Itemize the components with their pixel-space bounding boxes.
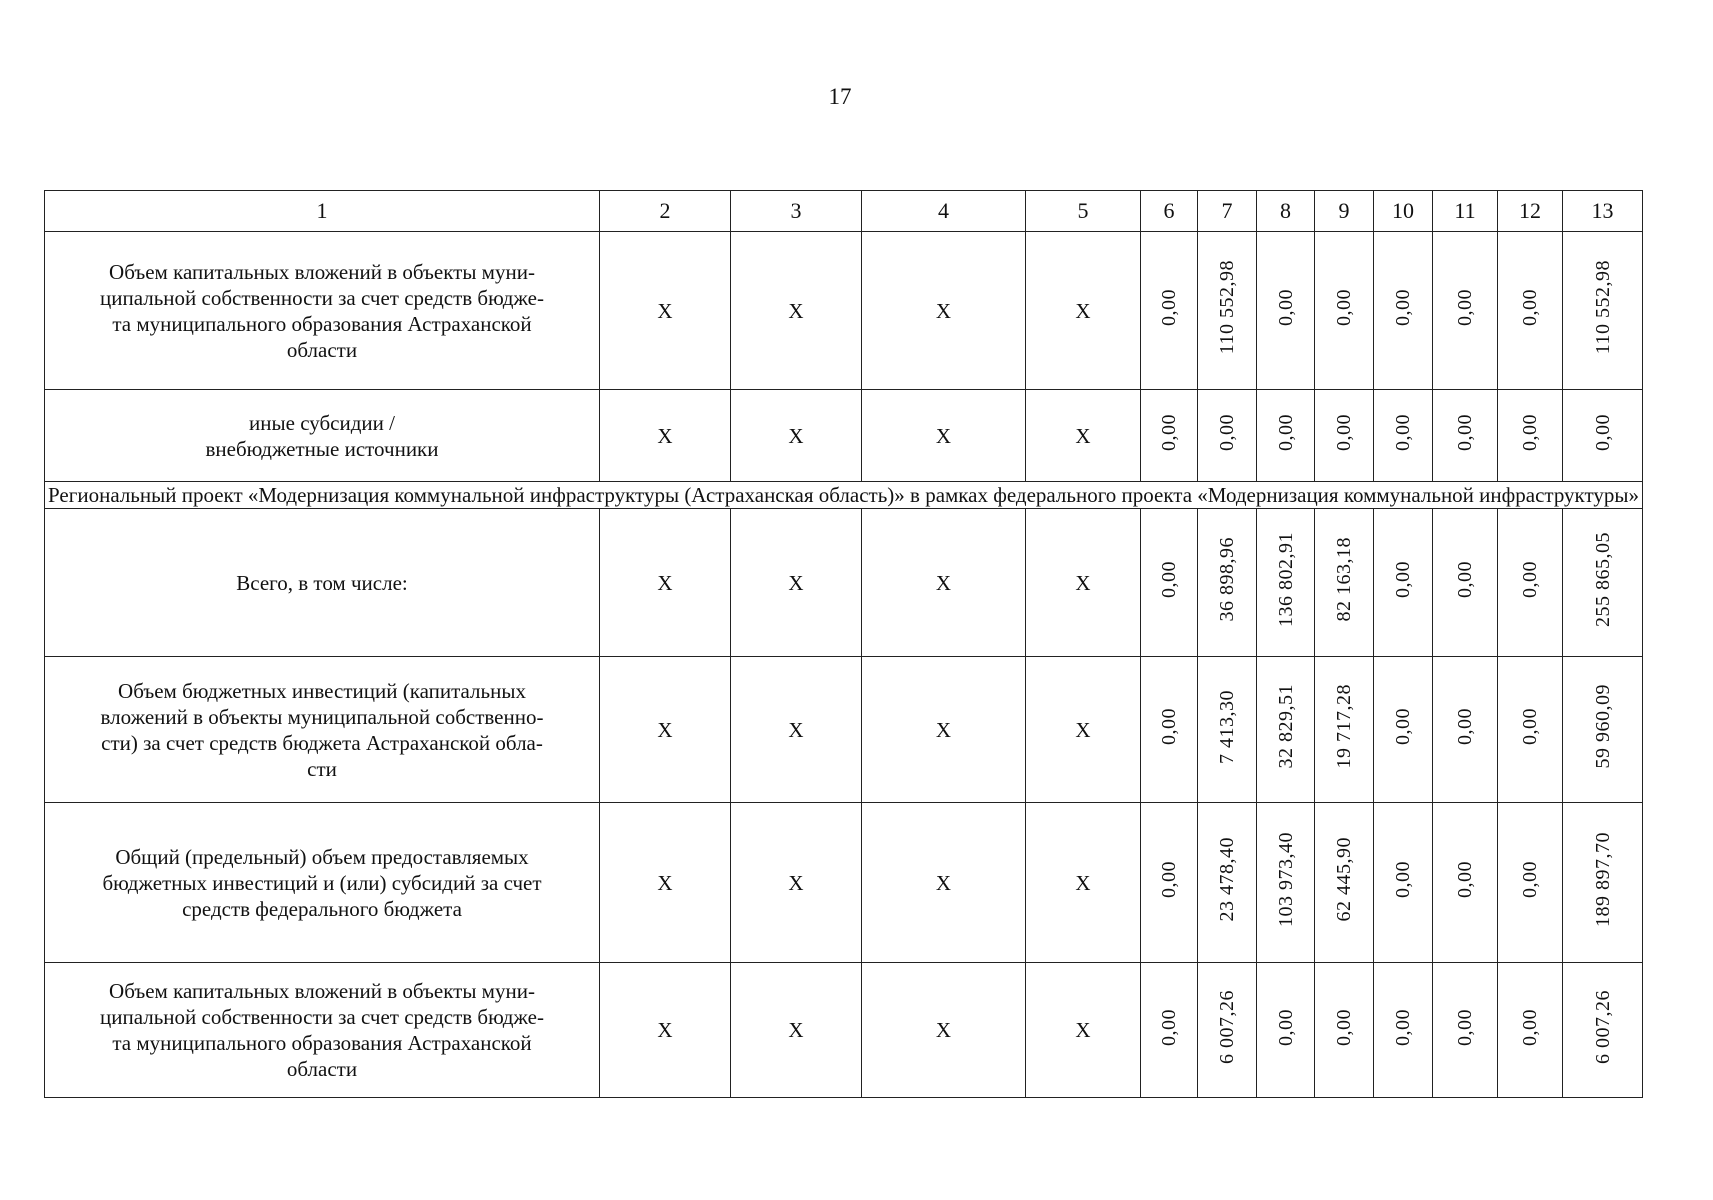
x-mark: Х — [862, 509, 1026, 657]
value-cell — [1433, 509, 1498, 657]
x-mark: Х — [731, 657, 862, 803]
value-cell — [1563, 390, 1643, 482]
x-mark: Х — [731, 803, 862, 963]
value-text: 0,00 — [1454, 861, 1476, 898]
x-mark: Х — [731, 390, 862, 482]
value-cell — [1498, 509, 1563, 657]
value-text: 0,00 — [1158, 861, 1180, 898]
column-header: 6 — [1141, 191, 1198, 232]
value-cell — [1198, 232, 1257, 390]
value-text: 0,00 — [1158, 561, 1180, 598]
value-text: 0,00 — [1392, 561, 1414, 598]
value-text: 59 960,09 — [1591, 684, 1614, 769]
value-cell — [1257, 963, 1315, 1098]
x-mark: Х — [1026, 509, 1141, 657]
value-text: 0,00 — [1454, 289, 1476, 326]
value-cell — [1498, 803, 1563, 963]
value-cell — [1315, 509, 1374, 657]
value-cell — [1141, 963, 1198, 1098]
column-header: 2 — [600, 191, 731, 232]
column-header: 12 — [1498, 191, 1563, 232]
value-cell — [1141, 657, 1198, 803]
column-header: 1 — [45, 191, 600, 232]
x-mark: Х — [1026, 963, 1141, 1098]
value-text: 0,00 — [1454, 414, 1476, 451]
value-cell — [1374, 657, 1433, 803]
value-text: 0,00 — [1454, 708, 1476, 745]
value-text: 110 552,98 — [1591, 260, 1614, 355]
value-text: 255 865,05 — [1591, 532, 1614, 627]
value-cell — [1141, 232, 1198, 390]
x-mark: Х — [1026, 390, 1141, 482]
x-mark: Х — [600, 657, 731, 803]
value-cell — [1433, 963, 1498, 1098]
value-text: 0,00 — [1158, 708, 1180, 745]
value-cell — [1141, 803, 1198, 963]
x-mark: Х — [1026, 657, 1141, 803]
value-text: 0,00 — [1274, 289, 1297, 326]
value-text: 19 717,28 — [1333, 684, 1355, 769]
row-label: Общий (предельный) объем предоставляемых бюджетных инвестиций и (или) субсидий за счет средств федерального бюджета — [45, 803, 600, 963]
value-text: 0,00 — [1519, 414, 1541, 451]
value-text: 0,00 — [1392, 1008, 1414, 1046]
column-header: 3 — [731, 191, 862, 232]
x-mark: Х — [600, 509, 731, 657]
value-text: 103 973,40 — [1274, 832, 1297, 927]
x-mark: Х — [862, 963, 1026, 1098]
value-cell — [1498, 963, 1563, 1098]
value-cell — [1257, 232, 1315, 390]
value-cell — [1498, 390, 1563, 482]
x-mark: Х — [731, 509, 862, 657]
value-cell — [1433, 803, 1498, 963]
value-text: 0,00 — [1158, 414, 1180, 451]
value-text: 0,00 — [1392, 414, 1414, 451]
value-text: 0,00 — [1333, 289, 1355, 326]
column-header: 7 — [1198, 191, 1257, 232]
value-cell — [1198, 657, 1257, 803]
value-cell — [1563, 509, 1643, 657]
table-row — [45, 509, 1643, 657]
column-header: 4 — [862, 191, 1026, 232]
x-mark: Х — [862, 390, 1026, 482]
value-cell — [1315, 803, 1374, 963]
value-cell — [1257, 657, 1315, 803]
value-cell — [1374, 963, 1433, 1098]
value-cell — [1315, 963, 1374, 1098]
value-text: 189 897,70 — [1591, 832, 1614, 927]
column-header: 13 — [1563, 191, 1643, 232]
value-cell — [1563, 963, 1643, 1098]
x-mark: Х — [600, 963, 731, 1098]
column-header: 5 — [1026, 191, 1141, 232]
value-cell — [1198, 803, 1257, 963]
value-text: 0,00 — [1158, 1008, 1180, 1046]
value-text: 0,00 — [1392, 708, 1414, 745]
value-cell — [1433, 390, 1498, 482]
column-header: 9 — [1315, 191, 1374, 232]
section-title: Региональный проект «Модернизация коммунальной инфраструктуры (Астраханская область)» в рамках федерального проекта «Модернизация коммунальной инфраструктуры» — [45, 482, 1643, 509]
table-row — [45, 390, 1643, 482]
table-row — [45, 963, 1643, 1098]
section-header-row — [45, 482, 1643, 509]
row-label: иные субсидии / внебюджетные источники — [45, 390, 600, 482]
x-mark: Х — [1026, 803, 1141, 963]
row-label: Объем бюджетных инвестиций (капитальных вложений в объекты муниципальной собственно- сти) за счет средств бюджета Астраханской обла- сти — [45, 657, 600, 803]
value-cell — [1315, 232, 1374, 390]
value-text: 7 413,30 — [1216, 689, 1238, 764]
value-text: 0,00 — [1274, 1008, 1297, 1046]
value-cell — [1498, 232, 1563, 390]
value-text: 0,00 — [1392, 289, 1414, 326]
x-mark: Х — [1026, 232, 1141, 390]
table-body — [45, 191, 1643, 1098]
value-text: 0,00 — [1519, 708, 1541, 745]
value-text: 0,00 — [1454, 561, 1476, 598]
table-row — [45, 232, 1643, 390]
value-cell — [1141, 390, 1198, 482]
value-text: 110 552,98 — [1216, 260, 1238, 355]
column-header: 10 — [1374, 191, 1433, 232]
value-cell — [1198, 390, 1257, 482]
row-label: Всего, в том числе: — [45, 509, 600, 657]
value-cell — [1433, 232, 1498, 390]
value-text: 0,00 — [1519, 861, 1541, 898]
value-cell — [1257, 803, 1315, 963]
x-mark: Х — [600, 803, 731, 963]
row-label: Объем капитальных вложений в объекты муни- ципальной собственности за счет средств бюдже- та муниципального образования Астраханской области — [45, 232, 600, 390]
value-cell — [1374, 509, 1433, 657]
budget-table — [44, 190, 1643, 1098]
value-text: 36 898,96 — [1216, 537, 1238, 622]
x-mark: Х — [862, 232, 1026, 390]
table-row — [45, 803, 1643, 963]
value-cell — [1198, 963, 1257, 1098]
value-cell — [1374, 803, 1433, 963]
value-cell — [1563, 657, 1643, 803]
value-text: 136 802,91 — [1274, 532, 1297, 627]
value-text: 0,00 — [1158, 289, 1180, 326]
value-text: 0,00 — [1216, 414, 1238, 451]
column-header: 11 — [1433, 191, 1498, 232]
x-mark: Х — [731, 963, 862, 1098]
value-cell — [1433, 657, 1498, 803]
value-cell — [1374, 390, 1433, 482]
table-row — [45, 657, 1643, 803]
value-text: 6 007,26 — [1591, 990, 1614, 1064]
value-cell — [1141, 509, 1198, 657]
value-text: 0,00 — [1392, 861, 1414, 898]
page-number: 17 — [828, 84, 852, 109]
value-text: 23 478,40 — [1216, 837, 1238, 922]
value-cell — [1563, 803, 1643, 963]
value-cell — [1374, 232, 1433, 390]
x-mark: Х — [862, 657, 1026, 803]
value-cell — [1315, 390, 1374, 482]
value-cell — [1198, 509, 1257, 657]
value-text: 6 007,26 — [1216, 990, 1238, 1064]
x-mark: Х — [862, 803, 1026, 963]
value-text: 0,00 — [1333, 414, 1355, 451]
value-text: 0,00 — [1274, 414, 1297, 451]
value-cell — [1315, 657, 1374, 803]
value-cell — [1257, 390, 1315, 482]
value-text: 82 163,18 — [1333, 537, 1355, 622]
x-mark: Х — [731, 232, 862, 390]
value-cell — [1563, 232, 1643, 390]
value-cell — [1257, 509, 1315, 657]
column-header-row — [45, 191, 1643, 232]
value-text: 0,00 — [1519, 289, 1541, 326]
row-label: Объем капитальных вложений в объекты муни- ципальной собственности за счет средств бюдже- та муниципального образования Астраханской области — [45, 963, 600, 1098]
x-mark: Х — [600, 232, 731, 390]
value-text: 0,00 — [1519, 1008, 1541, 1046]
value-text: 0,00 — [1333, 1008, 1355, 1046]
value-text: 0,00 — [1591, 414, 1614, 451]
value-text: 0,00 — [1454, 1008, 1476, 1046]
column-header: 8 — [1257, 191, 1315, 232]
value-text: 0,00 — [1519, 561, 1541, 598]
value-text: 62 445,90 — [1333, 837, 1355, 922]
value-cell — [1498, 657, 1563, 803]
value-text: 32 829,51 — [1274, 684, 1297, 769]
x-mark: Х — [600, 390, 731, 482]
